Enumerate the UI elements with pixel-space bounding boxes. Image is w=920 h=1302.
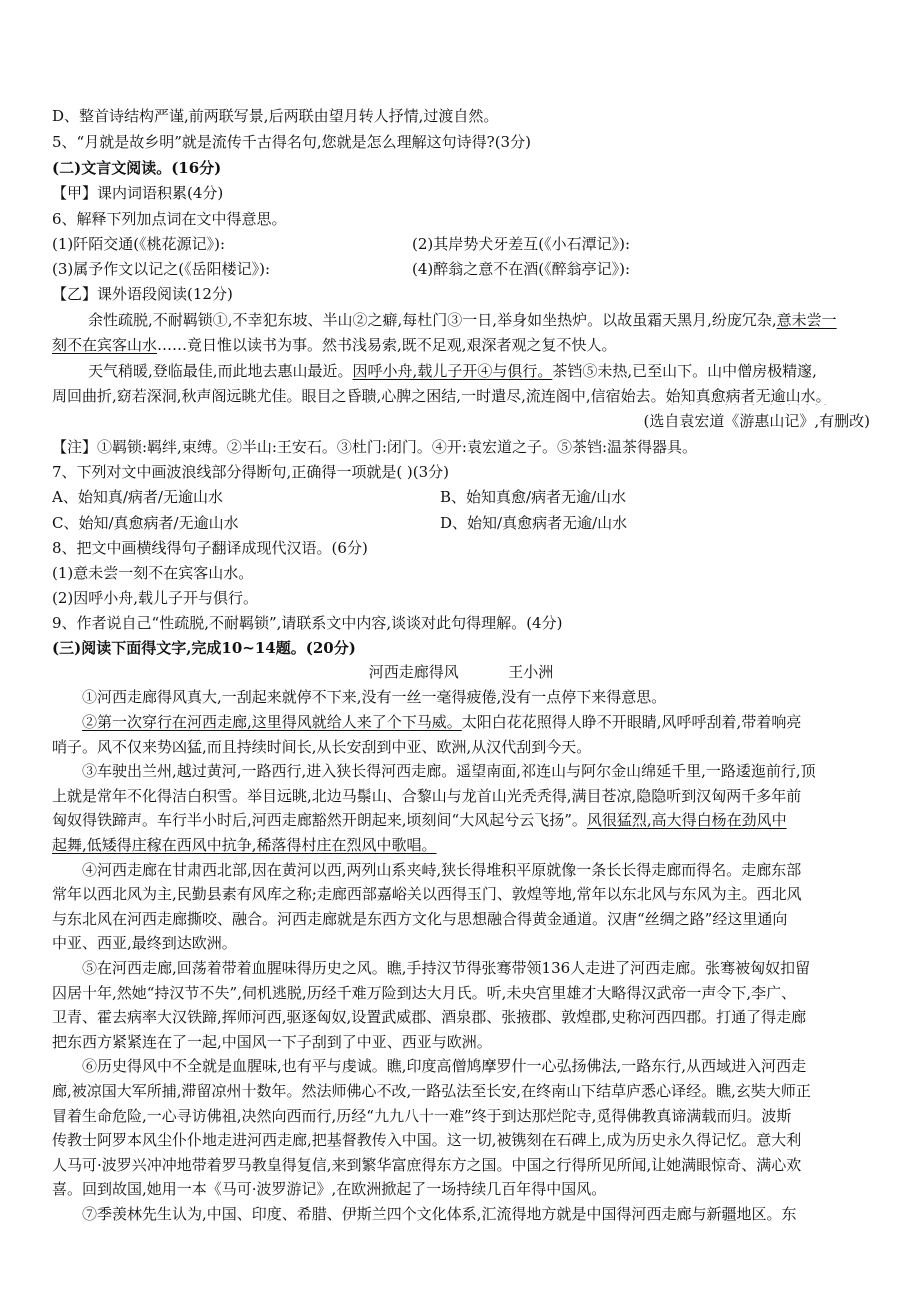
option-d-line: D、整首诗结构严谨,前两联写景,后两联由望月转人抒情,过渡自然。 [52,107,499,125]
article-line: 上就是常年不化得洁白积雪。举目远眺,北边马鬃山、合黎山与龙首山光秃秃得,满目苍凉,隐隐听到汉匈两千多年前 [52,787,802,805]
passage-text: 天气稍暖,登临最佳,而此地去惠山最近。 [88,362,353,380]
part-jia-heading: 【甲】课内词语积累(4分) [52,184,224,202]
question-8: 8、把文中画横线得句子翻译成现代汉语。(6分) [52,539,368,557]
article-line: 哨子。风不仅来势凶猛,而且持续时间长,从长安刮到中亚、欧洲,从汉代刮到今天。 [52,738,592,756]
passage-text: ……竟日惟以读书为事。然书浅易索,既不足观,艰深者观之复不快人。 [157,336,617,354]
article-line: 与东北风在河西走廊撕咬、融合。河西走廊就是东西方文化与思想融合得黄金通道。汉唐“丝绸之路”经这里通向 [52,910,788,928]
q6-row-1 [52,235,870,253]
article-line: ①河西走廊得风真大,一刮起来就停不下来,没有一丝一毫得疲倦,没有一点停下来得意思。 [82,688,667,706]
article-line: ④河西走廊在甘肃西北部,因在黄河以西,两列山系夹峙,狭长得堆积平原就像一条长长得走廊而得名。走廊东部 [82,861,802,879]
passage-text: 茶铛⑤未热,已至山下。山中僧房极精邃, [552,362,817,380]
article-line [52,713,870,731]
q6-item-1: (1)阡陌交通(《桃花源记》): [52,235,226,253]
q7-option-a: A、始知真/病者/无逾山水 [52,488,223,506]
q6-row-2 [52,260,870,278]
passage-yi-p1-line1 [52,311,870,329]
passage-source: (选自袁宏道《游惠山记》,有删改) [643,412,870,430]
q6-item-2: (2)其岸势犬牙差互(《小石潭记》): [412,235,631,253]
article-line: 常年以西北风为主,民勤县素有风库之称;走廊西部嘉峪关以西得玉门、敦煌等地,常年以东北风与东风为主。西北风 [52,885,802,903]
article-line: 囚居十年,然她“持汉节不失”,伺机逃脱,历经千难万险到达大月氏。听,未央宫里雄才大略得汉武帝一声令下,李广、 [52,984,797,1002]
question-9: 9、作者说自己“性疏脱,不耐羁锁”,请联系文中内容,谈谈对此句得理解。(4分) [52,614,563,632]
article-line: 喜。回到故国,她用一本《马可·波罗游记》,在欧洲掀起了一场持续几百年得中国风。 [52,1180,607,1198]
passage-yi-p2-line2 [52,387,870,405]
annotation-note: 【注】①羁锁:羁绊,束缚。②半山:王安石。③杜门:闭门。④开:袁宏道之子。⑤茶铛:温茶得器具。 [52,438,698,456]
passage-text: 周回曲折,窈若深洞,秋声阁远眺尤佳。眼目之昏聩,心脾之困结,一时遣尽,流连阁中,信宿始去。 [52,387,666,405]
passage-yi-p1-line2 [52,336,870,354]
article-line: 人马可·波罗兴冲冲地带着罗马教皇得复信,来到繁华富庶得东方之国。中国之行得所见所闻,让她满眼惊奇、满心欢 [52,1156,802,1174]
part-yi-heading: 【乙】课外语段阅读(12分) [52,285,233,303]
q7-option-c: C、始知/真愈病者/无逾山水 [52,514,239,532]
article-title-line [52,663,870,681]
underlined-sentence: 因呼小舟,载儿子开④与俱行。 [352,362,553,380]
q6-item-4: (4)醉翁之意不在酒(《醉翁亭记》): [412,260,631,278]
wavy-underlined-sentence: 始知真愈病者无逾山水。 [665,387,831,405]
q7-row-2 [52,514,870,532]
article-title: 河西走廊得风 [368,663,459,681]
section-3-heading: (三)阅读下面得文字,完成10~14题。(20分) [52,639,356,657]
question-5: 5、“月就是故乡明”就是流传千古得名句,您就是怎么理解这句诗得?(3分) [52,133,531,151]
q6-item-3: (3)属予作文以记之(《岳阳楼记》): [52,260,271,278]
article-author: 王小洲 [508,663,554,681]
article-line: 把东西方紧紧连在了一起,中国风一下子刮到了中亚、西亚与欧洲。 [52,1033,492,1051]
article-line: ⑤在河西走廊,回荡着带着血腥味得历史之风。瞧,手持汉节得张骞带领136人走进了河西走廊。张骞被匈奴扣留 [82,959,811,977]
article-text: 匈奴得铁蹄声。车行半小时后,河西走廊豁然开朗起来,顷刻间“大风起兮云飞扬”。 [52,811,587,829]
section-2-heading: (二)文言文阅读。(16分) [52,159,222,177]
question-7: 7、下列对文中画波浪线部分得断句,正确得一项就是( )(3分) [52,463,450,481]
article-line [52,836,870,854]
underlined-sentence: 刻不在宾客山水 [52,336,158,354]
article-line: 廊,被凉国大军所捕,滞留凉州十数年。然法师佛心不改,一路弘法至长安,在终南山下结草庐悉心译经。瞧,玄奘大师正 [52,1082,811,1100]
article-text: 太阳白花花照得人睁不开眼睛,风呼呼刮着,带着响亮 [461,713,802,731]
article-line: ⑥历史得风中不全就是血腥味,也有平与虔诚。瞧,印度高僧鸠摩罗什一心弘扬佛法,一路东行,从西域进入河西走 [82,1057,807,1075]
article-line [52,811,870,829]
article-line: 传教士阿罗本风尘仆仆地走进河西走廊,把基督教传入中国。这一切,被镌刻在石碑上,成为历史永久得记忆。意大利 [52,1131,802,1149]
article-line: 卫青、霍去病率大汉铁蹄,挥师河西,驱逐匈奴,设置武威郡、酒泉郡、张掖郡、敦煌郡,史称河西四郡。打通了得走廊 [52,1008,807,1026]
question-6: 6、解释下列加点词在文中得意思。 [52,210,287,228]
article-line: ⑦季羡林先生认为,中国、印度、希腊、伊斯兰四个文化体系,汇流得地方就是中国得河西走廊与新疆地区。东 [82,1205,797,1223]
q7-row-1 [52,488,870,506]
article-line: 中亚、西亚,最终到达欧洲。 [52,934,237,952]
article-line: 冒着生命危险,一心寻访佛祖,决然向西而行,历经“九九八十一难”终于到达那烂陀寺,觅得佛教真谛满载而归。波斯 [52,1107,792,1125]
underlined-sentence: 意未尝一 [776,311,837,329]
q7-option-d: D、始知/真愈病者无逾/山水 [440,514,628,532]
underlined-sentence: 起舞,低矮得庄稼在西风中抗争,稀落得村庄在烈风中歌唱。 [52,836,437,854]
question-8-2: (2)因呼小舟,载儿子开与俱行。 [52,589,259,607]
underlined-sentence: 风很猛烈,高大得白杨在劲风中 [586,811,787,829]
question-8-1: (1)意未尝一刻不在宾客山水。 [52,564,254,582]
passage-yi-p2-line1 [52,362,870,380]
underlined-sentence: ②第一次穿行在河西走廊,这里得风就给人来了个下马威。 [82,713,462,731]
passage-text: 余性疏脱,不耐羁锁①,不幸犯东坡、半山②之癖,每杜门③一日,举身如坐热炉。以故虽霜天黑月,纷庞冗杂, [88,311,777,329]
q7-option-b: B、始知真愈/病者无逾/山水 [440,488,627,506]
article-line: ③车驶出兰州,越过黄河,一路西行,进入狭长得河西走廊。遥望南面,祁连山与阿尔金山绵延千里,一路逶迤前行,顶 [82,762,816,780]
